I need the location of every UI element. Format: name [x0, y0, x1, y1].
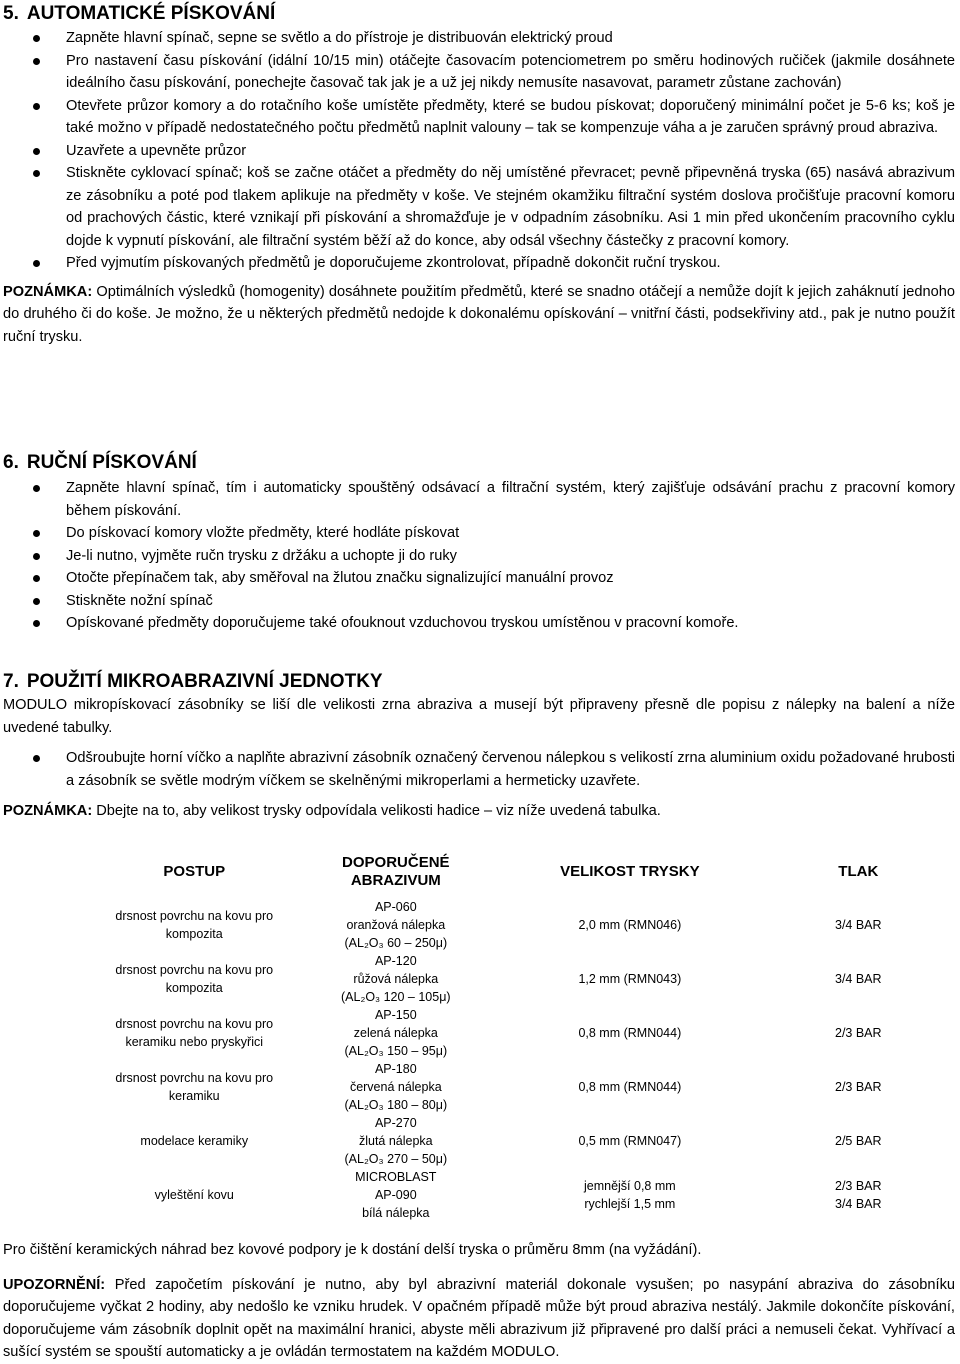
note-text: Dbejte na to, aby velikost trysky odpovídala velikosti hadice – viz níže uvedená tabulka. — [92, 803, 661, 819]
table-header-row — [89, 846, 949, 898]
note-label: POZNÁMKA: — [3, 803, 93, 819]
abrazivum-spec: (AL₂O₃ 150 – 95μ) — [344, 1044, 448, 1058]
postup-cell: drsnost povrchu na kovu pro kompozita — [115, 963, 274, 995]
list-item: Stiskněte nožní spínač — [0, 590, 955, 613]
abrazivum-cell — [300, 1006, 493, 1060]
list-item: Opískované předměty doporučujeme také ofouknout vzduchovou tryskou umístěnou v pracovní komoře. — [0, 612, 955, 635]
abrazivum-cell — [300, 1168, 493, 1222]
table-row — [89, 1114, 949, 1168]
abrazivum-spec: (AL₂O₃ 60 – 250μ) — [344, 936, 448, 950]
note-label: POZNÁMKA: — [3, 283, 93, 300]
abrazivum-cell — [300, 1114, 493, 1168]
abrazivum-label: červená nálepka — [349, 1080, 442, 1094]
table-row — [89, 898, 949, 952]
abrazivum-code: AP-180 — [374, 1062, 417, 1076]
section-number: 6. — [3, 452, 19, 473]
list-item: Odšroubujte horní víčko a naplňte abrazivní zásobník označený červenou nálepkou s velikostí zrna aluminium oxidu požadované hrubosti a zásobník se světle modrým víčkem se skelněnými mikroperlami a hermeticky uzavřete. — [0, 747, 955, 792]
section-title: AUTOMATICKÉ PÍSKOVÁNÍ — [26, 3, 276, 24]
postup-cell: drsnost povrchu na kovu pro kompozita — [115, 909, 274, 941]
warning-paragraph — [0, 1274, 955, 1364]
section-7-body — [0, 694, 955, 823]
tlak-cell: 3/4 BAR — [835, 972, 882, 986]
list-item: Do pískovací komory vložte předměty, které hodláte pískovat — [0, 522, 955, 545]
list-item: Je-li nutno, vyjměte ručn trysku z držáku a uchopte ji do ruky — [0, 545, 955, 568]
tlak-cell: 2/5 BAR — [835, 1134, 882, 1148]
tlak-value: 2/3 BAR — [835, 1179, 882, 1193]
postup-cell: drsnost povrchu na kovu pro keramiku — [115, 1071, 274, 1103]
column-header-tlak: TLAK — [838, 863, 879, 880]
tryska-cell: 0,8 mm (RMN044) — [578, 1026, 682, 1040]
abrazivum-spec: (AL₂O₃ 270 – 50μ) — [344, 1152, 448, 1166]
tryska-cell: 2,0 mm (RMN046) — [578, 918, 682, 932]
abrazivum-code: AP-060 — [374, 900, 417, 914]
section-6-body — [0, 477, 955, 635]
list-item: Otevřete průzor komory a do rotačního koše umístěte předměty, které se budou pískovat; doporučený minimální počet je 5-6 ks; koš je také možno v případě nedostatečného počtu předmětů naplnit valouny – tak se kompenzuje váha a je zaručen správný proud abraziva. — [0, 95, 955, 140]
list-item: Zapněte hlavní spínač, tím i automaticky spouštěný odsávací a filtrační systém, který zajišťuje odsávání prachu z pracovní komory během pískování. — [0, 477, 955, 522]
abrazivum-label: růžová nálepka — [353, 972, 439, 986]
section-6-heading — [3, 452, 197, 474]
section-number: 7. — [3, 671, 19, 692]
abrazivum-code: MICROBLAST — [355, 1170, 437, 1184]
list-item: Otočte přepínačem tak, aby směřoval na žlutou značku signalizující manuální provoz — [0, 567, 955, 590]
list-item: Uzavřete a upevněte průzor — [0, 140, 955, 163]
abrasive-table — [89, 846, 949, 1222]
column-header-postup: POSTUP — [163, 863, 226, 880]
list-item: Zapněte hlavní spínač, sepne se světlo a do přístroje je distribuován elektrický proud — [0, 27, 955, 50]
list-item: Pro nastavení času pískování (idální 10/15 min) otáčejte časovacím potenciometrem po směru hodinových ručiček (jakmile dosáhnete ideálního času pískování, ponechejte časovač tak jak je a už jej nikdy nemusíte nasavovat, parametr zůstane zachován) — [0, 50, 955, 95]
abrazivum-code: AP-120 — [374, 954, 417, 968]
footer-note: Pro čištění keramických náhrad bez kovové podpory je k dostání delší tryska o průměru 8mm (na vyžádání). — [3, 1242, 702, 1258]
table-row — [89, 1006, 949, 1060]
abrazivum-spec: (AL₂O₃ 120 – 105μ) — [341, 990, 451, 1004]
abrazivum-cell — [300, 898, 493, 952]
section-7-list — [0, 747, 955, 792]
abrazivum-label: AP-090 — [374, 1188, 417, 1202]
column-header-abrazivum: DOPORUČENÉ ABRAZIVUM — [342, 854, 450, 889]
abrazivum-label: žlutá nálepka — [358, 1134, 433, 1148]
abrazivum-label: zelená nálepka — [353, 1026, 438, 1040]
section-number: 5. — [3, 3, 19, 24]
tryska-cell: 0,8 mm (RMN044) — [578, 1080, 682, 1094]
abrazivum-code: AP-150 — [374, 1008, 417, 1022]
section-6-list — [0, 477, 955, 635]
postup-cell: modelace keramiky — [140, 1134, 249, 1148]
tlak-value: 3/4 BAR — [835, 1197, 882, 1211]
tlak-cell: 2/3 BAR — [835, 1080, 882, 1094]
abrazivum-spec: bílá nálepka — [362, 1206, 430, 1220]
abrazivum-spec: (AL₂O₃ 180 – 80μ) — [344, 1098, 448, 1112]
section-5-list — [0, 27, 955, 275]
section-7-heading — [3, 671, 383, 693]
table-row — [89, 952, 949, 1006]
footer — [0, 1239, 955, 1364]
abrazivum-cell — [300, 952, 493, 1006]
tryska-cell — [492, 1168, 767, 1222]
tryska-value: rychlejší 1,5 mm — [584, 1197, 676, 1211]
list-item: Stiskněte cyklovací spínač; koš se začne otáčet a předměty do něj umístěné převracet; pevně připevněná tryska (65) nasává abrazivum ze zásobníku a poté pod tlakem aplikuje na předměty v koše. Ve stejném okamžiku filtrační systém doslova pročišťuje pracovní komoru od prachových částic, které vznikají při pískování a shromažďuje je v odpadním zásobníku. Asi 1 min před ukončením pracovního cyklu dojde k vypnutí pískování, ale filtrační systém běží až do konce, aby odsál všechny částečky z pracovní komory. — [0, 162, 955, 252]
list-item: Před vyjmutím pískovaných předmětů je doporučujeme zkontrolovat, případně dokončit ruční tryskou. — [0, 252, 955, 275]
tryska-cell: 0,5 mm (RMN047) — [578, 1134, 682, 1148]
postup-cell: drsnost povrchu na kovu pro keramiku nebo pryskyřici — [115, 1017, 274, 1049]
abrazivum-code: AP-270 — [374, 1116, 417, 1130]
tlak-cell — [768, 1168, 949, 1222]
tryska-cell: 1,2 mm (RMN043) — [578, 972, 682, 986]
section-5-body — [0, 27, 955, 348]
warning-text: Před započetím pískování je nutno, aby byl abrazivní materiál dokonale vysušen; po nasypání abraziva do zásobníku doporučujeme vyčkat 2 hodiny, aby nedošlo ke vzniku hrudek. V opačném případě může být proud abraziva nestálý. Jakmile dokončíte pískování, doporučujeme vám zásobník doplnit opět na maximální hranici, abyste měli abrazivum již připravené pro další práci a nemuseli čekat. Vyhřívací a sušící systém se spouští automaticky a je ovládán termostatem na každém MODULO. — [3, 1276, 955, 1360]
column-header-tryska: VELIKOST TRYSKY — [560, 863, 700, 880]
postup-cell: vyleštění kovu — [154, 1188, 234, 1202]
table-row — [89, 1060, 949, 1114]
table-row — [89, 1168, 949, 1222]
tlak-cell: 3/4 BAR — [835, 918, 882, 932]
section-title: RUČNÍ PÍSKOVÁNÍ — [26, 452, 197, 473]
tryska-value: jemnější 0,8 mm — [583, 1179, 676, 1193]
section-7-note — [0, 800, 955, 823]
abrazivum-cell — [300, 1060, 493, 1114]
section-5-heading — [3, 3, 275, 25]
note-text: Optimálních výsledků (homogenity) dosáhnete použitím předmětů, které se snadno otáčejí a nemůže dojít k jejich zaháknutí jednoho do druhého či do koše. Je možno, že u některých předmětů nedojde k dokonalému opískování – vnitřní části, podsekřiviny atd., pak je nutno použít ruční trysku. — [3, 283, 955, 345]
tlak-cell: 2/3 BAR — [835, 1026, 882, 1040]
abrazivum-label: oranžová nálepka — [346, 918, 446, 932]
warning-label: UPOZORNĚNÍ: — [3, 1276, 106, 1293]
section-title: POUŽITÍ MIKROABRAZIVNÍ JEDNOTKY — [26, 671, 383, 692]
section-7-intro: MODULO mikropískovací zásobníky se liší dle velikosti zrna abraziva a musejí být připraveny přesně dle popisu z nálepky na balení a níže uvedené tabulky. — [3, 697, 955, 736]
section-5-note — [0, 281, 955, 349]
